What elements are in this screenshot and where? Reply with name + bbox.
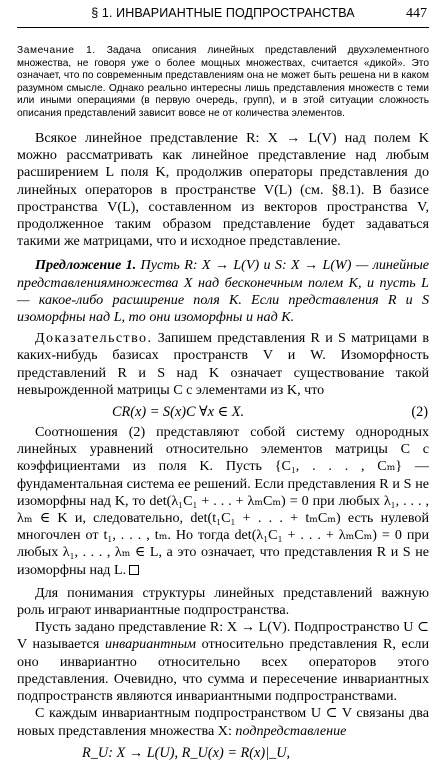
equation-2-number: (2) — [411, 404, 428, 421]
subrepresentation-formula — [17, 742, 429, 764]
definition-text-after: относительно представления R, если оно инвариантно относительно всех операторов этого представления. Очевидно, что сумма и пересечение инвариантных подпространств являются инвариантными подпространствами. — [17, 636, 429, 705]
remark-block — [17, 45, 429, 120]
proof-text: Запишем представления R и S матрицами в каких-нибудь базисах пространств V и W. Изоморфность представлений R и S над K означает существование такой невырожденной матрицы C с элементами из K, что — [17, 330, 429, 398]
paragraph-extension: Всякое линейное представление R: X → L(V) над полем K можно рассматривать как линейное представление над любым расширением L поля K, продолжив операторы представления до линейных операторов в пространстве V(L) (см. §8.1). В базисе пространства V(L), составленном из векторов пространства V, продолженное таким образом представление будет задаваться такими же матрицами, что и исходное представление. — [17, 130, 429, 250]
proof-continued-text: Соотношения (2) представляют собой систему однородных линейных уравнений относительно элементов матрицы C с коэффициентами из поля K. Пусть {C₁, . . . , Cₘ} — фундаментальная система ее решений. Если представления R и S не изоморфны над K, то det(λ₁C₁ + . . . + λₘCₘ) = 0 при любых λ₁, . . . , λₘ ∈ K и, следовательно, det(t₁C₁ + . . . + tₘCₘ) есть нулевой многочлен от t₁, . . . , tₘ. Но тогда det(λ₁C₁ + . . . + λₘCₘ) = 0 при любых λ₁, . . . , λₘ ∈ L, а это означает, что представления R и S не изоморфны над L. — [17, 424, 429, 578]
paragraph-invariant-intro: Для понимания структуры линейных представлений важную роль играют инвариантные подпространства. — [17, 584, 429, 619]
remark-lead: Замечание 1. — [17, 45, 96, 56]
proof — [17, 330, 429, 399]
proposition — [17, 257, 429, 326]
equation-2-expression: CR(x) = S(x)C ∀x ∈ X. — [112, 404, 245, 421]
subrepresentation-expression: R_U: X → L(U), R_U(x) = R(x)|_U, — [82, 744, 291, 761]
definition-text-before: Пусть задано представление R: X → L(V). Подпространство U ⊂ V называется — [17, 619, 429, 653]
paragraph-proof-continued — [17, 424, 429, 579]
paragraph-subrepresentation — [17, 705, 429, 739]
equation-2 — [17, 401, 429, 423]
qed-square-icon — [129, 565, 139, 575]
remark-text: Задача описания линейных представлений двухэлементного множества, не говоря уже о более мощных множествах, считается «дикой». Это означает, что по современным представлениям она не может быть решена ни в каком разумном смысле. Однако реально интересны лишь представления множеств с теми или иными операциями (в первую очередь, групп), и в этой ситуации сложность описания представлений зависит вовсе не от количества элементов. — [17, 45, 429, 119]
subrepresentation-text: С каждым инвариантным подпространством U ⊂ V связаны два новых представления множества X: — [17, 705, 429, 739]
subrepresentation-term: подпредставление — [235, 722, 347, 739]
proposition-statement: Пусть R: X → L(V) и S: X → L(W) — линейные представлениямножества X над бесконечным полем K, и пусть L — какое-либо расширение поля K. Если представления R и S изоморфны над L, то они изоморфны и над K. — [17, 257, 429, 326]
page-number: 447 — [406, 6, 427, 21]
running-header — [17, 0, 429, 28]
proof-lead: Доказательство. — [35, 330, 153, 347]
proposition-title: Предложение 1. — [35, 257, 137, 274]
paragraph-invariant-definition — [17, 619, 429, 705]
section-title: § 1. ИНВАРИАНТНЫЕ ПОДПРОСТРАНСТВА — [91, 6, 355, 20]
definition-term: инвариантным — [105, 636, 196, 653]
